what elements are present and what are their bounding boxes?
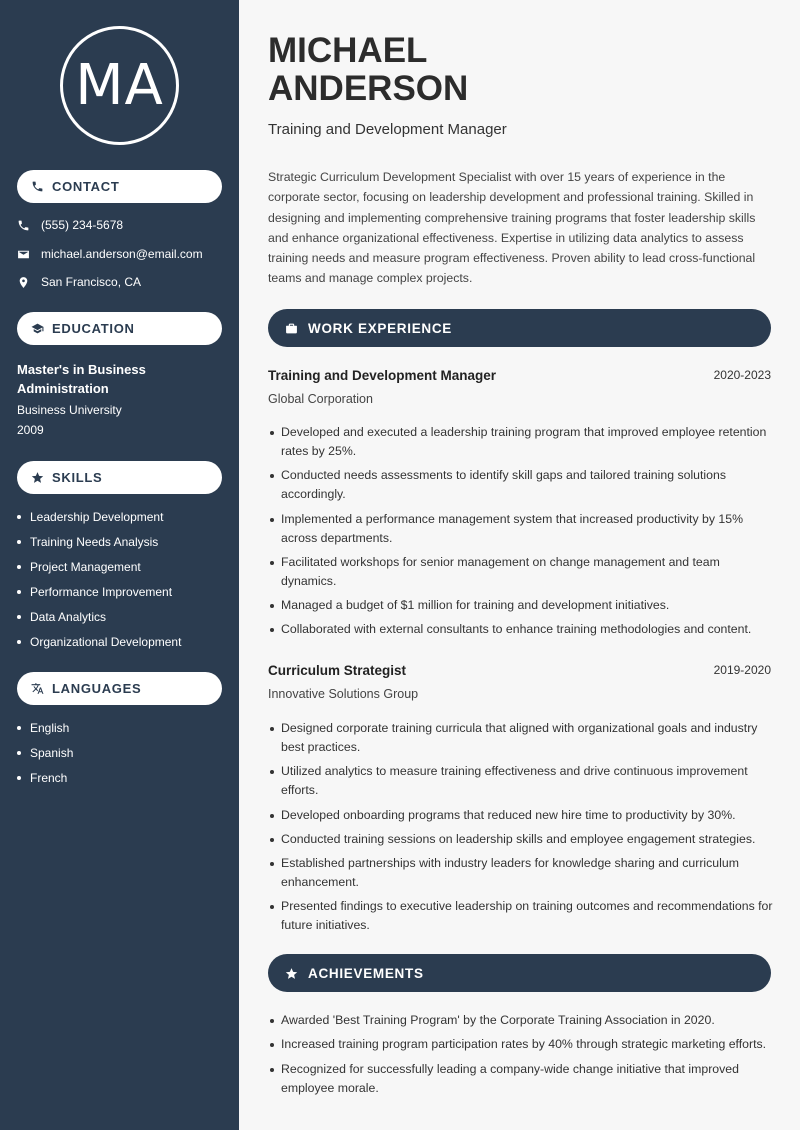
work-experience-heading: WORK EXPERIENCE <box>268 309 771 347</box>
list-item: Conducted training sessions on leadership skills and employee engagement strategies. <box>268 830 773 849</box>
job-years: 2020-2023 <box>713 368 771 382</box>
languages-list <box>17 715 73 790</box>
languages-heading: LANGUAGES <box>17 672 222 705</box>
list-item: Leadership Development <box>17 504 181 529</box>
summary-paragraph: Strategic Curriculum Development Specialist with over 15 years of experience in the corporate sector, focusing on leadership development and professional training. Skilled in designing and implementing comprehensive training programs that foster leadership skills and enhance organizational effectiveness. Expertise in utilizing data analytics to assess training needs and measure program effectiveness. Proven ability to lead cross-functional teams and manage complex projects. <box>268 170 756 286</box>
contact-phone: (555) 234-5678 <box>17 218 123 232</box>
contact-heading: CONTACT <box>17 170 222 203</box>
list-item: Increased training program participation rates by 40% through strategic marketing efforts. <box>268 1035 773 1054</box>
sidebar <box>0 0 239 1130</box>
translate-icon <box>31 682 44 695</box>
list-item: Presented findings to executive leadership on training outcomes and recommendations for future initiatives. <box>268 897 773 935</box>
list-item: Utilized analytics to measure training effectiveness and drive continuous improvement efforts. <box>268 762 773 800</box>
list-item: Implemented a performance management system that increased productivity by 15% across departments. <box>268 510 773 548</box>
location-pin-icon <box>17 276 30 289</box>
contact-email[interactable]: michael.anderson@email.com <box>17 247 203 261</box>
education-year: 2009 <box>17 423 44 437</box>
monogram-avatar: MA <box>60 26 179 145</box>
list-item: Training Needs Analysis <box>17 529 181 554</box>
job-company: Global Corporation <box>268 392 373 406</box>
list-item: Awarded 'Best Training Program' by the Corporate Training Association in 2020. <box>268 1011 773 1030</box>
skills-list <box>17 504 181 654</box>
list-item: English <box>17 715 73 740</box>
achievements-list <box>268 1011 773 1103</box>
star-icon <box>285 967 298 980</box>
star-icon <box>31 471 44 484</box>
education-school: Business University <box>17 403 122 417</box>
list-item: Established partnerships with industry leaders for knowledge sharing and curriculum enhancement. <box>268 854 773 892</box>
job-role: Training and Development Manager <box>268 368 497 383</box>
phone-icon <box>31 180 44 193</box>
list-item: Data Analytics <box>17 604 181 629</box>
list-item: Organizational Development <box>17 629 181 654</box>
list-item: Collaborated with external consultants to enhance training methodologies and content. <box>268 620 773 639</box>
graduation-cap-icon <box>31 322 44 335</box>
list-item: Developed and executed a leadership training program that improved employee retention rates by 25%. <box>268 423 773 461</box>
skills-heading: SKILLS <box>17 461 222 494</box>
contact-location: San Francisco, CA <box>17 275 141 289</box>
list-item: Spanish <box>17 740 73 765</box>
list-item: Managed a budget of $1 million for training and development initiatives. <box>268 596 773 615</box>
briefcase-icon <box>285 322 298 335</box>
job-role: Curriculum Strategist <box>268 663 407 678</box>
list-item: Conducted needs assessments to identify skill gaps and tailored training solutions accordingly. <box>268 466 773 504</box>
job-bullets <box>268 719 773 941</box>
education-degree: Master's in Business Administration <box>17 362 146 396</box>
education-heading: EDUCATION <box>17 312 222 345</box>
job-company: Innovative Solutions Group <box>268 687 419 701</box>
mail-icon <box>17 248 30 261</box>
list-item: Project Management <box>17 554 181 579</box>
list-item: Performance Improvement <box>17 579 181 604</box>
list-item: Designed corporate training curricula that aligned with organizational goals and industry best practices. <box>268 719 773 757</box>
list-item: French <box>17 765 73 790</box>
list-item: Developed onboarding programs that reduced new hire time to productivity by 30%. <box>268 806 773 825</box>
list-item: Facilitated workshops for senior management on change management and team dynamics. <box>268 553 773 591</box>
full-name: MICHAEL ANDERSON <box>268 31 469 108</box>
job-years: 2019-2020 <box>713 663 771 677</box>
list-item: Recognized for successfully leading a company-wide change initiative that improved employee morale. <box>268 1060 773 1098</box>
achievements-heading: ACHIEVEMENTS <box>268 954 771 992</box>
phone-icon <box>17 219 30 232</box>
job-bullets <box>268 423 773 645</box>
job-title: Training and Development Manager <box>268 121 507 138</box>
